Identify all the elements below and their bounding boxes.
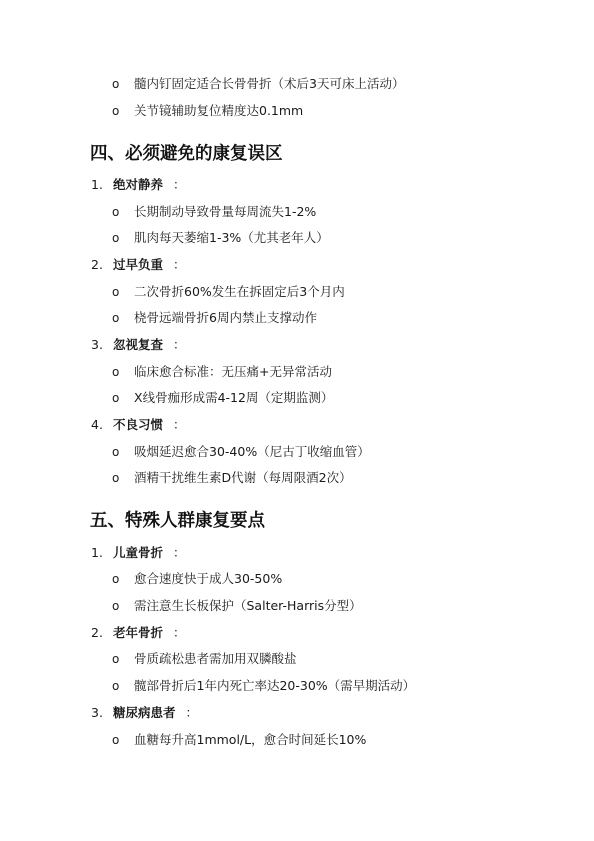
item-number: 1. [91, 545, 103, 560]
list-item-text: 髋部骨折后1年内死亡率达20-30%（需早期活动） [134, 678, 416, 693]
item-colon: ： [173, 337, 186, 352]
bullet-icon: o [112, 77, 120, 91]
item-colon: ： [185, 705, 199, 720]
bullet-icon: o [112, 391, 120, 405]
item-colon: ： [173, 417, 186, 432]
list-item-text: 桡骨远端骨折6周内禁止支撑动作 [134, 310, 317, 325]
item-label: 忽视复查 [113, 337, 164, 352]
list-item-text: 二次骨折60%发生在拆固定后3个月内 [134, 284, 345, 299]
list-item-text: 酒精干扰维生素D代谢（每周限酒2次） [134, 470, 352, 485]
item-colon: ： [173, 545, 186, 560]
list-item-text: 临床愈合标准：无压痛+无异常活动 [134, 364, 332, 379]
bullet-icon: o [112, 599, 120, 613]
list-item-text: 关节镜辅助复位精度达0.1mm [134, 103, 304, 118]
bullet-icon: o [112, 365, 120, 379]
bullet-icon: o [112, 285, 120, 299]
list-item-text: 需注意生长板保护（Salter-Harris分型） [134, 598, 362, 613]
list-item-text: 长期制动导致骨量每周流失1-2% [134, 204, 317, 219]
bullet-icon: o [112, 231, 120, 245]
item-number: 2. [91, 625, 103, 640]
item-label: 老年骨折 [113, 625, 164, 640]
item-number: 1. [91, 177, 103, 192]
bullet-icon: o [112, 572, 120, 586]
list-item-text: 肌肉每天萎缩1-3%（尤其老年人） [134, 230, 329, 245]
item-label: 不良习惯 [113, 417, 164, 432]
item-number: 3. [91, 337, 103, 352]
section-heading: 四、必须避免的康复误区 [90, 144, 283, 164]
bullet-icon: o [112, 445, 120, 459]
item-colon: ： [173, 257, 186, 272]
bullet-icon: o [112, 471, 120, 485]
item-colon: ： [173, 625, 186, 640]
item-number: 3. [91, 705, 103, 720]
bullet-icon: o [112, 679, 120, 693]
list-item-text: 血糖每升高1mmol/L，愈合时间延长10% [134, 732, 367, 747]
item-label: 绝对静养 [113, 177, 164, 192]
bullet-icon: o [112, 205, 120, 219]
bullet-icon: o [112, 104, 120, 118]
bullet-icon: o [112, 311, 120, 325]
list-item-text: 愈合速度快于成人30-50% [134, 571, 283, 586]
list-item-text: 髓内钉固定适合长骨骨折（术后3天可床上活动） [134, 76, 405, 91]
list-item-text: 骨质疏松患者需加用双膦酸盐 [134, 651, 297, 666]
section-heading: 五、特殊人群康复要点 [90, 511, 265, 531]
bullet-icon: o [112, 733, 120, 747]
bullet-icon: o [112, 652, 120, 666]
item-number: 2. [91, 257, 103, 272]
item-label: 糖尿病患者 [113, 705, 176, 720]
item-label: 儿童骨折 [113, 545, 164, 560]
item-colon: ： [173, 177, 186, 192]
list-item-text: X线骨痂形成需4-12周（定期监测） [134, 390, 334, 405]
item-label: 过早负重 [113, 257, 164, 272]
item-number: 4. [91, 417, 103, 432]
list-item-text: 吸烟延迟愈合30-40%（尼古丁收缩血管） [134, 444, 370, 459]
